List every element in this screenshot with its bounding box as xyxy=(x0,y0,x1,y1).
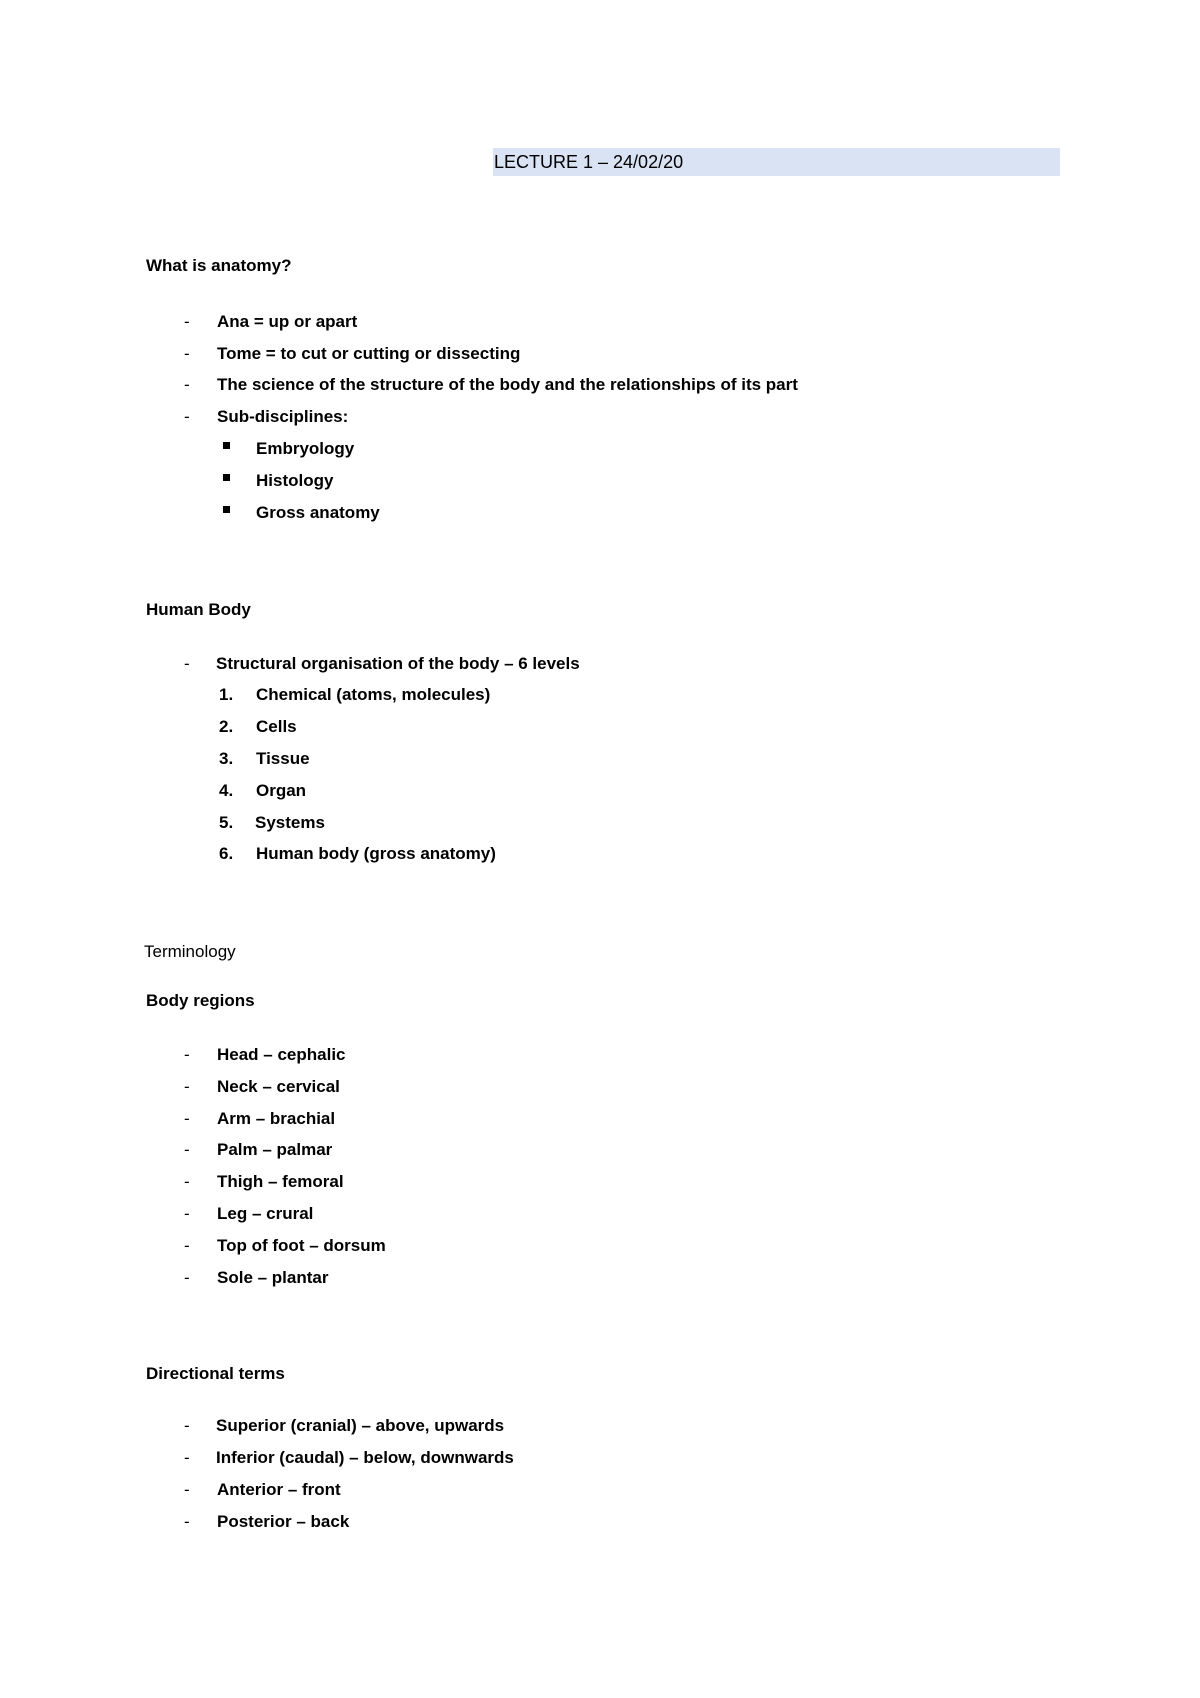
bullet-dash: - xyxy=(184,407,190,426)
list-item: Sub-disciplines: xyxy=(217,407,349,426)
bullet-dash: - xyxy=(184,1236,190,1255)
bullet-dash: - xyxy=(184,1045,190,1064)
square-bullet-icon xyxy=(223,474,230,481)
heading-anatomy: What is anatomy? xyxy=(146,256,292,275)
level-number: 5. xyxy=(219,813,234,832)
bullet-dash: - xyxy=(184,1109,190,1128)
level-item: Human body (gross anatomy) xyxy=(256,844,496,863)
bullet-dash: - xyxy=(184,1480,190,1499)
list-item: Thigh – femoral xyxy=(217,1172,344,1191)
bullet-dash: - xyxy=(184,1204,190,1223)
bullet-dash: - xyxy=(184,1172,190,1191)
heading-directional-terms: Directional terms xyxy=(146,1364,285,1383)
level-number: 4. xyxy=(219,781,234,800)
level-number: 2. xyxy=(219,717,234,736)
bullet-dash: - xyxy=(184,1416,190,1435)
list-item: Inferior (caudal) – below, downwards xyxy=(216,1448,514,1467)
level-number: 1. xyxy=(219,685,234,704)
level-item: Tissue xyxy=(256,749,310,768)
square-bullet-icon xyxy=(223,506,230,513)
list-item: Structural organisation of the body – 6 levels xyxy=(216,654,580,673)
sub-list-item: Histology xyxy=(256,471,334,490)
level-item: Systems xyxy=(255,813,325,832)
bullet-dash: - xyxy=(184,1512,190,1531)
bullet-dash: - xyxy=(184,344,190,363)
list-item: Sole – plantar xyxy=(217,1268,329,1287)
heading-human-body: Human Body xyxy=(146,600,251,619)
level-item: Cells xyxy=(256,717,297,736)
level-item: Organ xyxy=(256,781,307,800)
list-item: Anterior – front xyxy=(217,1480,341,1499)
level-number: 6. xyxy=(219,844,234,863)
page-title: LECTURE 1 – 24/02/20 xyxy=(494,152,684,172)
list-item: Leg – crural xyxy=(217,1204,314,1223)
list-item: Neck – cervical xyxy=(217,1077,340,1096)
list-item: The science of the structure of the body and the relationships of its part xyxy=(217,375,798,394)
list-item: Tome = to cut or cutting or dissecting xyxy=(217,344,521,363)
list-item: Arm – brachial xyxy=(217,1109,336,1128)
list-item: Superior (cranial) – above, upwards xyxy=(216,1416,505,1435)
level-number: 3. xyxy=(219,749,234,768)
level-item: Chemical (atoms, molecules) xyxy=(256,685,491,704)
square-bullet-icon xyxy=(223,442,230,449)
sub-list-item: Gross anatomy xyxy=(256,503,380,522)
bullet-dash: - xyxy=(184,1268,190,1287)
bullet-dash: - xyxy=(184,375,190,394)
heading-terminology: Terminology xyxy=(144,942,236,961)
list-item: Posterior – back xyxy=(217,1512,350,1531)
list-item: Top of foot – dorsum xyxy=(217,1236,386,1255)
heading-body-regions: Body regions xyxy=(146,991,255,1010)
bullet-dash: - xyxy=(184,1140,190,1159)
sub-list-item: Embryology xyxy=(256,439,355,458)
bullet-dash: - xyxy=(184,312,190,331)
list-item: Palm – palmar xyxy=(217,1140,333,1159)
list-item: Head – cephalic xyxy=(217,1045,346,1064)
bullet-dash: - xyxy=(184,1448,190,1467)
bullet-dash: - xyxy=(184,654,190,673)
list-item: Ana = up or apart xyxy=(217,312,358,331)
bullet-dash: - xyxy=(184,1077,190,1096)
